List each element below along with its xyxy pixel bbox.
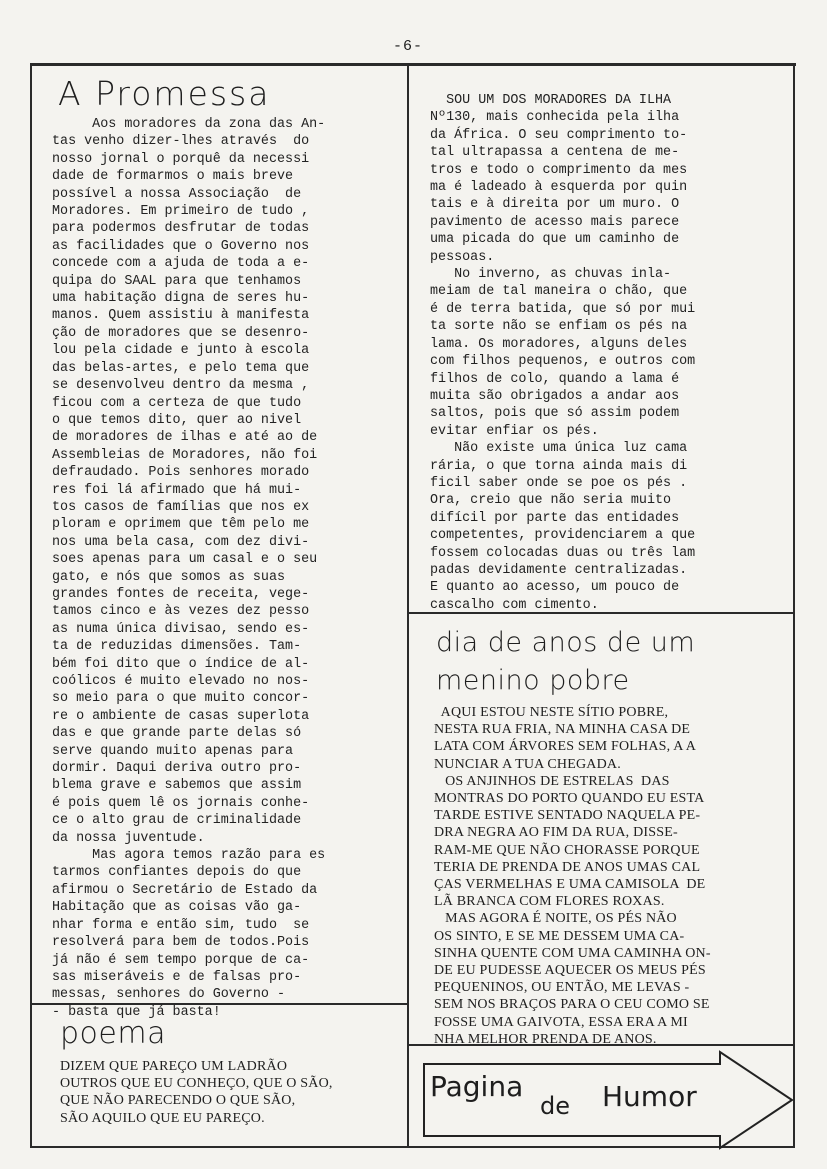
column-divider — [407, 66, 409, 1148]
humor-word-pagina: Pagina — [430, 1070, 524, 1103]
promessa-title: A Promessa — [58, 74, 271, 113]
humor-word-de: de — [540, 1092, 570, 1120]
poema-text: DIZEM QUE PAREÇO UM LADRÃO OUTROS QUE EU CONHEÇO, QUE O SÃO, QUE NÃO PARECENDO O QUE SÃO, SÃO AQUILO QUE EU PAREÇO. — [60, 1059, 333, 1126]
humor-word-humor: Humor — [602, 1080, 697, 1113]
right-border — [793, 63, 795, 1148]
poema-title: poema — [60, 1016, 166, 1051]
ilha-text: SOU UM DOS MORADORES DA ILHA Nº130, mais conhecida pela ilha da África. O seu comprimento to- tal ultrapassa a centena de me- tros e todo o comprimento da mes ma é ladeado à esquerda por quin tais e à direita por um muro. O pavimento de acesso mais parece uma picada do que um caminho de pessoas. No inverno, as chuvas inla- meiam de tal maneira o chão, que é de terra batida, que só por mui ta sorte não se enfiam os pés na lama. Os moradores, alguns deles com filhos pequenos, e outros com filhos de colo, quando a lama é muita são obrigados a andar aos saltos, pois que só assim podem evitar enfiar os pés. Não existe uma única luz cama rária, o que torna ainda mais di ficil saber onde se poe os pés . Ora, creio que não seria muito difícil por parte das entidades competentes, providenciarem a que fossem colocadas duas ou três lam padas devidamente centralizadas. E quanto ao acesso, um pouco de cascalho com cimento. — [430, 93, 696, 613]
page-number: -6- — [392, 38, 423, 55]
dia-de-anos-text: AQUI ESTOU NESTE SÍTIO POBRE, NESTA RUA FRIA, NA MINHA CASA DE LATA COM ÁRVORES SEM FOLHAS, A A NUNCIAR A TUA CHEGADA. OS ANJINHOS DE ESTRELAS DAS MONTRAS DO PORTO QUANDO EU ESTA TARDE ESTIVE SENTADO NAQUELA PE- DRA NEGRA AO FIM DA RUA, DISSE- RAM-ME QUE NÃO CHORASSE PORQUE TERIA DE PRENDA DE ANOS UMAS CAL ÇAS VERMELHAS E UMA CAMISOLA DE LÃ BRANCA COM FLORES ROXAS. MAS AGORA É NOITE, OS PÉS NÃO OS SINTO, E SE ME DESSEM UMA CA- SINHA QUENTE COM UMA CAMINHA ON- DE EU PUDESSE AQUECER OS MEUS PÉS PEQUENINOS, OU ENTÃO, ME LEVAS - SEM NOS BRAÇOS PARA O CEU COMO SE FOSSE UMA GAIVOTA, ESSA ERA A MI NHA MELHOR PRENDA DE ANOS. — [434, 705, 711, 1047]
promessa-text: Aos moradores da zona das An- tas venho dizer-lhes através do nosso jornal o porquê da necessi dade de formarmos o mais breve possível a nossa Associação de Moradores. Em primeiro de tudo , para podermos desfrutar de todas as facilidades que o Governo nos concede com a ajuda de toda a e- quipa do SAAL para que tenhamos uma habitação digna de seres hu- manos. Quem assistiu à manifesta ção de moradores que se desenro- lou pela cidade e junto à escola das belas-artes, e pelo tema que se desenvolveu dentro da mesma , ficou com a certeza de que tudo o que temos dito, quer ao nivel de moradores de ilhas e até ao de Assembleias de Moradores, não foi defraudado. Pois senhores morado res foi lá afirmado que há mui- tos casos de famílias que nos ex ploram e oprimem que têm pelo me nos uma bela casa, com dez divi- soes apenas para um casal e o seu gato, e nós que somos as suas grandes fontes de receita, vege- tamos cinco e às vezes dez pesso as numa única divisao, sendo es- ta de reduzidas dimensões. Tam- bém foi dito que o índice de al- coólicos é muito elevado no nos- so meio para o que muito concor- re o ambiente de casas superlota das e que grande parte delas só serve quando muito apenas para dormir. Daqui deriva outro pro- blema grave e sabemos que assim é pois quem lê os jornais conhe- ce o alto grau de criminalidade da nossa juventude. Mas agora temos razão para es tarmos confiantes depois do que afirmou o Secretário de Estado da Habitação que as coisas vão ga- nhar forma e então sim, tudo se resolverá para bem de todos.Pois já não é sem tempo porque de ca- sas miseráveis e de falsas pro- messas, senhores do Governo - - basta que já basta! — [52, 117, 326, 1020]
top-rule — [30, 63, 796, 66]
humor-arrow-banner — [420, 1050, 800, 1150]
dia-de-anos-title: dia de anos de um menino pobre — [436, 627, 696, 696]
left-border — [30, 63, 32, 1148]
